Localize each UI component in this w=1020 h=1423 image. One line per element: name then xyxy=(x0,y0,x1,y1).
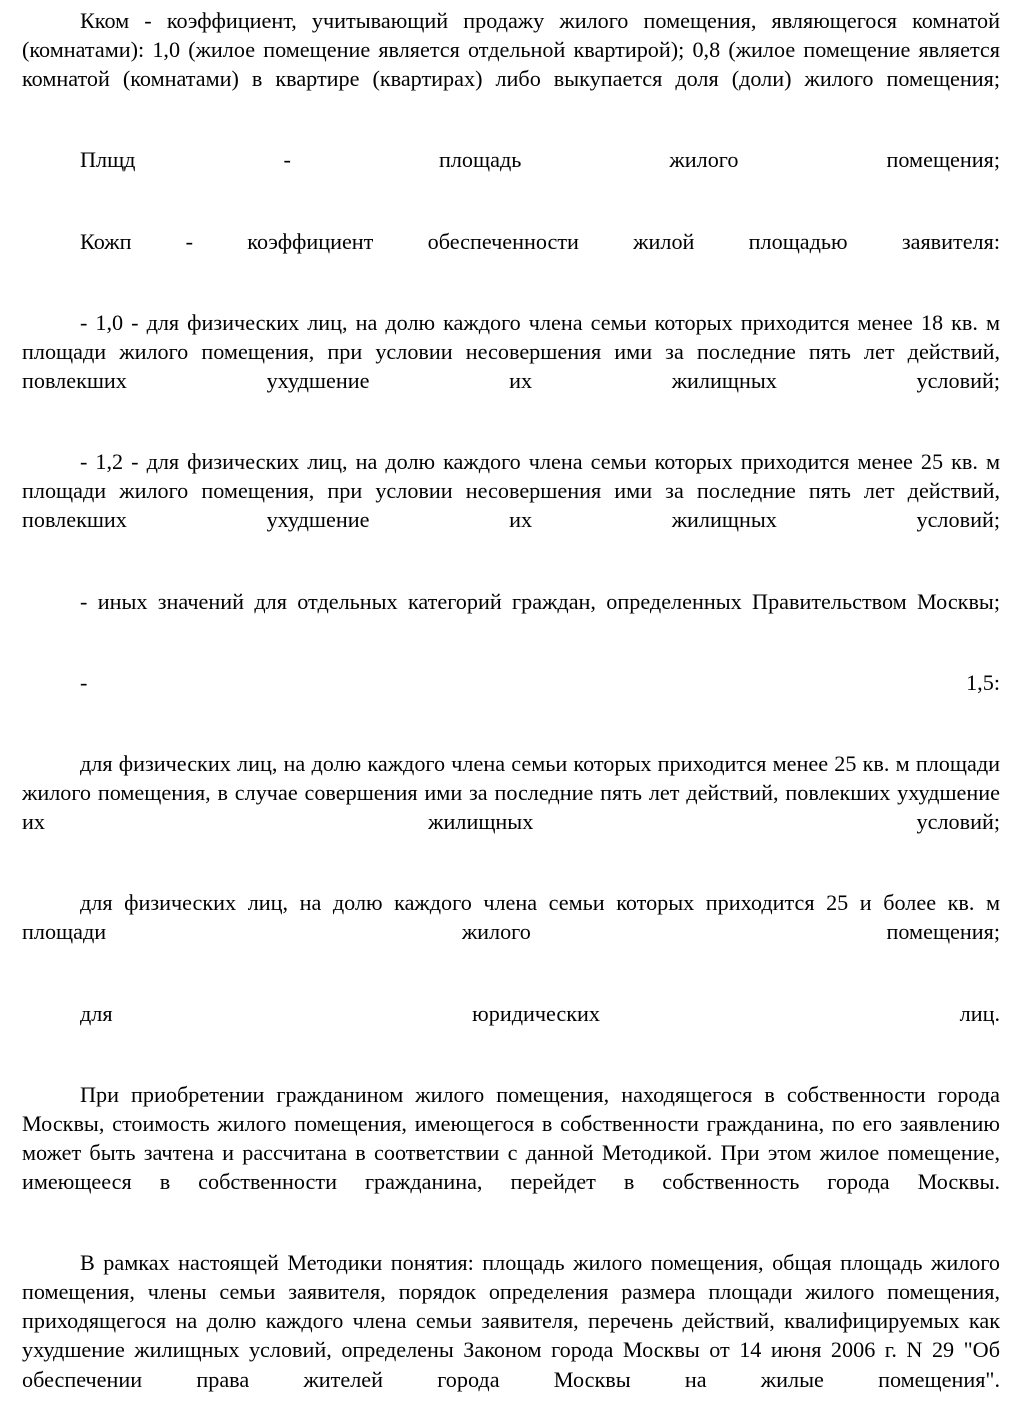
paragraph-kkom-definition: Кком - коэффициент, учитывающий продажу жилого помещения, являющегося комнатой (комнатами): 1,0 (жилое помещение является отдельной квартирой); 0,8 (жилое помещение является комнатой (комнатами) в квартире (квартирах) либо выкупается доля (доли) жилого помещения; xyxy=(22,8,1000,92)
paragraph-coefficient-1-5-case-1: для физических лиц, на долю каждого члена семьи которых приходится менее 25 кв. м площади жилого помещения, в случае совершения ими за последние пять лет действий, повлекших ухудшение их жилищных условий; xyxy=(22,750,1000,835)
paragraph-coefficient-1-2: - 1,2 - для физических лиц, на долю каждого члена семьи которых приходится менее 25 кв. м площади жилого помещения, при условии несовершения ими за последние пять лет действий, повлекших ухудшение их жилищных условий; xyxy=(22,449,1000,533)
paragraph-kozhp-definition: Кожп - коэффициент обеспеченности жилой площадью заявителя: xyxy=(80,228,1000,254)
paragraph-coefficient-1-0: - 1,0 - для физических лиц, на долю каждого члена семьи которых приходится менее 18 кв. м площади жилого помещения, при условии несовершения ими за последние пять лет действий, повлекших ухудшение их жилищных условий; xyxy=(22,309,1000,393)
paragraph-coefficient-1-5-case-2: для физических лиц, на долю каждого члена семьи которых приходится 25 и более кв. м площади жилого помещения; xyxy=(22,890,1000,945)
paragraph-coefficient-1-5: - 1,5: xyxy=(80,669,1000,695)
paragraph-offset-of-owned-property: При приобретении гражданином жилого помещения, находящегося в собственности города Москвы, стоимость жилого помещения, имеющегося в собственности гражданина, по его заявлению может быть зачтена и рассчитана в соответствии с данной Методикой. При этом жилое помещение, имеющееся в собственности гражданина, перейдет в собственность города Москвы. xyxy=(22,1081,1000,1194)
paragraph-plschd-definition: Плщд - площадь жилого помещения; xyxy=(80,147,1000,173)
paragraph-terms-reference-law: В рамках настоящей Методики понятия: площадь жилого помещения, общая площадь жилого помещения, члены семьи заявителя, порядок определения размера площади жилого помещения, приходящегося на долю каждого члена семьи заявителя, перечень действий, квалифицируемых как ухудшение жилищных условий, определены Законом города Москвы от 14 июня 2006 г. N 29 "Об обеспечении права жителей города Москвы на жилые помещения". xyxy=(22,1250,1000,1392)
document-text-body xyxy=(22,6,1000,1423)
paragraph-coefficient-1-5-case-3: для юридических лиц. xyxy=(80,1000,1000,1026)
paragraph-coefficient-other-values: - иных значений для отдельных категорий граждан, определенных Правительством Москвы; xyxy=(80,588,1000,614)
